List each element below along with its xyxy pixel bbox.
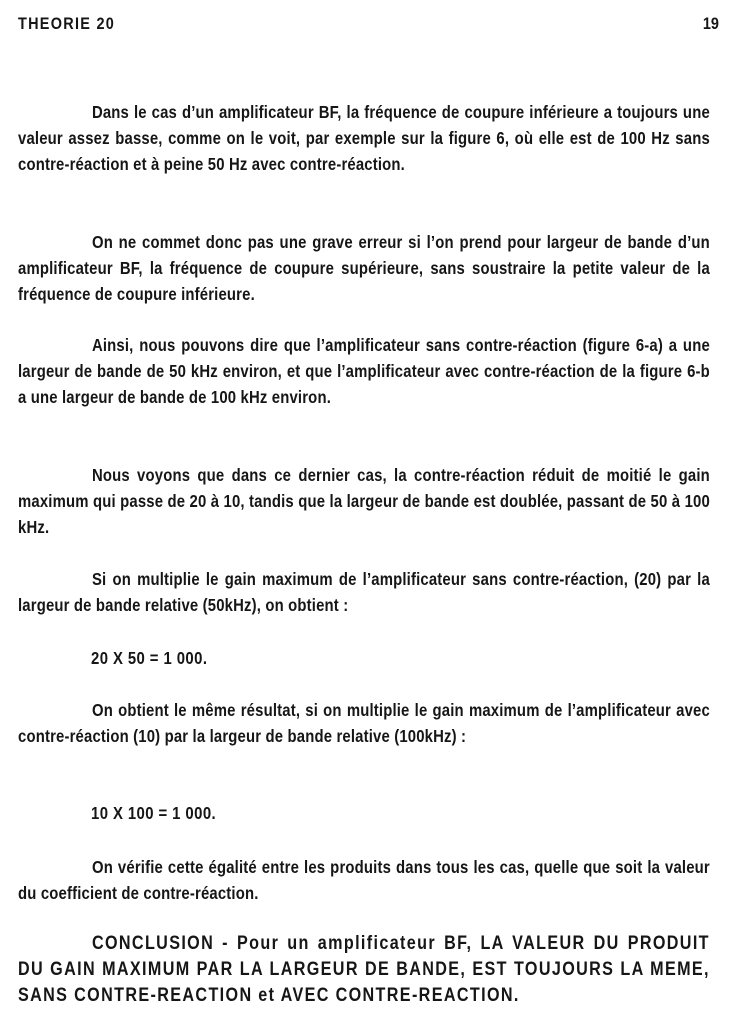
paragraph-text: Nous voyons que dans ce dernier cas, la contre-réaction réduit de moitié le gain maximum qui passe de 20 à 10, tandis que la largeur de bande est doublée, passant de 50 à 100 kHz. [18,465,710,537]
paragraph-5 [18,566,710,618]
page-header [18,14,719,36]
chapter-title: THEORIE 20 [18,14,116,33]
page-number: 19 [702,14,719,33]
paragraph-1 [18,99,710,177]
equation-text: 20 X 50 = 1 000. [91,648,208,668]
paragraph-2 [18,229,710,307]
paragraph-text: On obtient le même résultat, si on multiplie le gain maximum de l’amplificateur avec contre-réaction (10) par la largeur de bande relative (100kHz) : [18,700,710,746]
paragraph-text: Dans le cas d’un amplificateur BF, la fréquence de coupure inférieure a toujours une valeur assez basse, comme on le voit, par exemple sur la figure 6, où elle est de 100 Hz sans contre-réaction et à peine 50 Hz avec contre-réaction. [18,102,710,174]
paragraph-6 [18,697,710,749]
paragraph-7 [18,854,710,906]
conclusion-text: CONCLUSION - Pour un amplificateur BF, LA VALEUR DU PRODUIT DU GAIN MAXIMUM PAR LA LARGEUR DE BANDE, EST TOUJOURS LA MEME, SANS CONTRE-REACTION et AVEC CONTRE-REACTION. [18,933,710,1006]
paragraph-text: On vérifie cette égalité entre les produits dans tous les cas, quelle que soit la valeur du coefficient de contre-réaction. [18,857,710,903]
equation-2 [91,803,238,824]
conclusion [18,931,710,1009]
equation-text: 10 X 100 = 1 000. [91,803,217,823]
paragraph-text: On ne commet donc pas une grave erreur si l’on prend pour largeur de bande d’un amplificateur BF, la fréquence de coupure supérieure, sans soustraire la petite valeur de la fréquence de coupure inférieure. [18,232,710,304]
paragraph-3 [18,332,710,410]
equation-1 [91,648,228,669]
paragraph-4 [18,462,710,540]
paragraph-text: Si on multiplie le gain maximum de l’amplificateur sans contre-réaction, (20) par la largeur de bande relative (50kHz), on obtient : [18,569,710,615]
paragraph-text: Ainsi, nous pouvons dire que l’amplificateur sans contre-réaction (figure 6-a) a une largeur de bande de 50 kHz environ, et que l’amplificateur avec contre-réaction de la figure 6-b a une largeur de bande de 100 kHz environ. [18,335,710,407]
